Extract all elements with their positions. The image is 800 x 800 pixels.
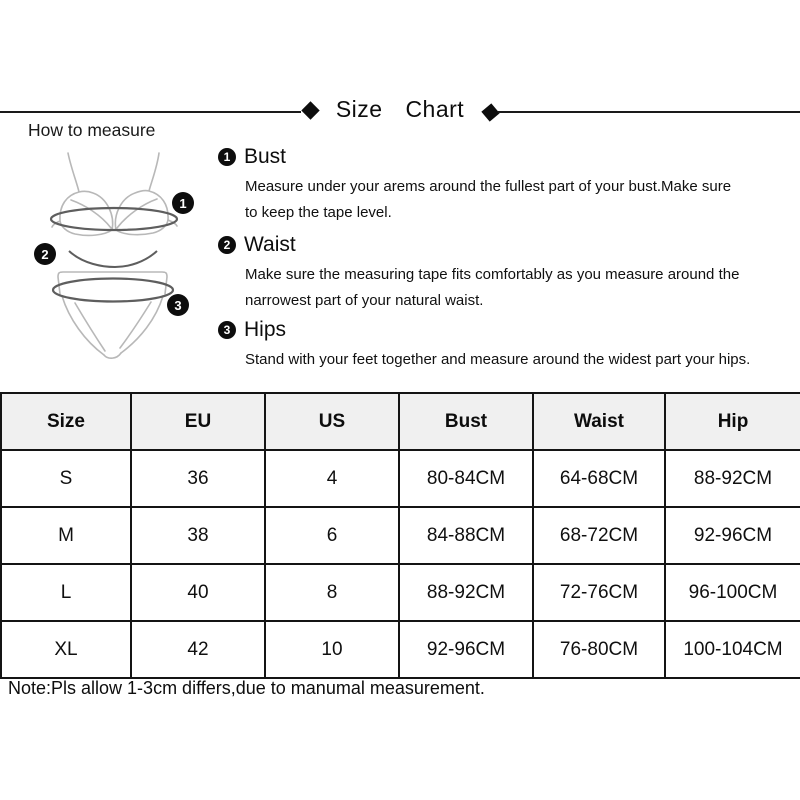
cell-eu: 38: [131, 507, 265, 564]
cell-hip: 96-100CM: [665, 564, 800, 621]
cell-eu: 42: [131, 621, 265, 678]
cell-hip: 92-96CM: [665, 507, 800, 564]
waist-heading: Waist: [244, 233, 296, 256]
figure-badge-1-number: 1: [179, 196, 187, 211]
cell-bust: 84-88CM: [399, 507, 533, 564]
cell-size: M: [1, 507, 131, 564]
figure-badge-2-number: 2: [41, 247, 49, 262]
hips-number-badge: 3: [218, 321, 236, 339]
cell-hip: 100-104CM: [665, 621, 800, 678]
header-cell-eu: EU: [131, 393, 265, 450]
hips-instruction-line: Stand with your feet together and measure around the widest part your hips.: [245, 351, 751, 368]
note-text: Note:Pls allow 1-3cm differs,due to manumal measurement.: [8, 678, 485, 698]
title-rule-right: [498, 111, 800, 113]
table-row-xl: [1, 621, 800, 678]
page-title: Size Chart: [335, 96, 465, 122]
cell-us: 8: [265, 564, 399, 621]
cell-us: 10: [265, 621, 399, 678]
cell-hip: 88-92CM: [665, 450, 800, 507]
cell-waist: 68-72CM: [533, 507, 665, 564]
measure-section-waist: [218, 233, 784, 314]
bust-instruction-line: Measure under your arems around the fullest part of your bust.Make sure: [245, 178, 732, 195]
bust-heading: Bust: [244, 145, 287, 168]
cell-bust: 88-92CM: [399, 564, 533, 621]
header-cell-us: US: [265, 393, 399, 450]
header-cell-size: Size: [1, 393, 131, 450]
cell-size: L: [1, 564, 131, 621]
cell-eu: 40: [131, 564, 265, 621]
header-cell-waist: Waist: [533, 393, 665, 450]
table-row-l: [1, 564, 800, 621]
cell-us: 6: [265, 507, 399, 564]
cell-bust: 80-84CM: [399, 450, 533, 507]
how-to-measure-heading: How to measure: [28, 120, 156, 140]
table-row-m: [1, 507, 800, 564]
measure-section-bust: [218, 145, 784, 226]
cell-bust: 92-96CM: [399, 621, 533, 678]
waist-number-badge: 2: [218, 236, 236, 254]
bikini-bottom-drawing: [58, 272, 167, 358]
waist-tape-arc: [69, 251, 157, 267]
header-cell-hip: Hip: [665, 393, 800, 450]
header-cell-bust: Bust: [399, 393, 533, 450]
size-table-header-row: [1, 393, 800, 450]
cell-size: XL: [1, 621, 131, 678]
bust-number-badge: 1: [218, 148, 236, 166]
waist-instruction-line: Make sure the measuring tape fits comfortably as you measure around the: [245, 266, 740, 283]
waist-instruction-line: narrowest part of your natural waist.: [245, 292, 484, 309]
measurement-figure: [25, 143, 205, 368]
figure-badge-3-number: 3: [174, 298, 182, 313]
bust-instruction-line: to keep the tape level.: [245, 204, 392, 221]
cell-waist: 72-76CM: [533, 564, 665, 621]
cell-size: S: [1, 450, 131, 507]
cell-eu: 36: [131, 450, 265, 507]
measure-section-hips: [218, 318, 784, 373]
cell-waist: 76-80CM: [533, 621, 665, 678]
cell-waist: 64-68CM: [533, 450, 665, 507]
cell-us: 4: [265, 450, 399, 507]
table-row-s: [1, 450, 800, 507]
size-table: [0, 392, 800, 679]
bikini-top-drawing: [52, 153, 177, 235]
hips-heading: Hips: [244, 318, 287, 341]
